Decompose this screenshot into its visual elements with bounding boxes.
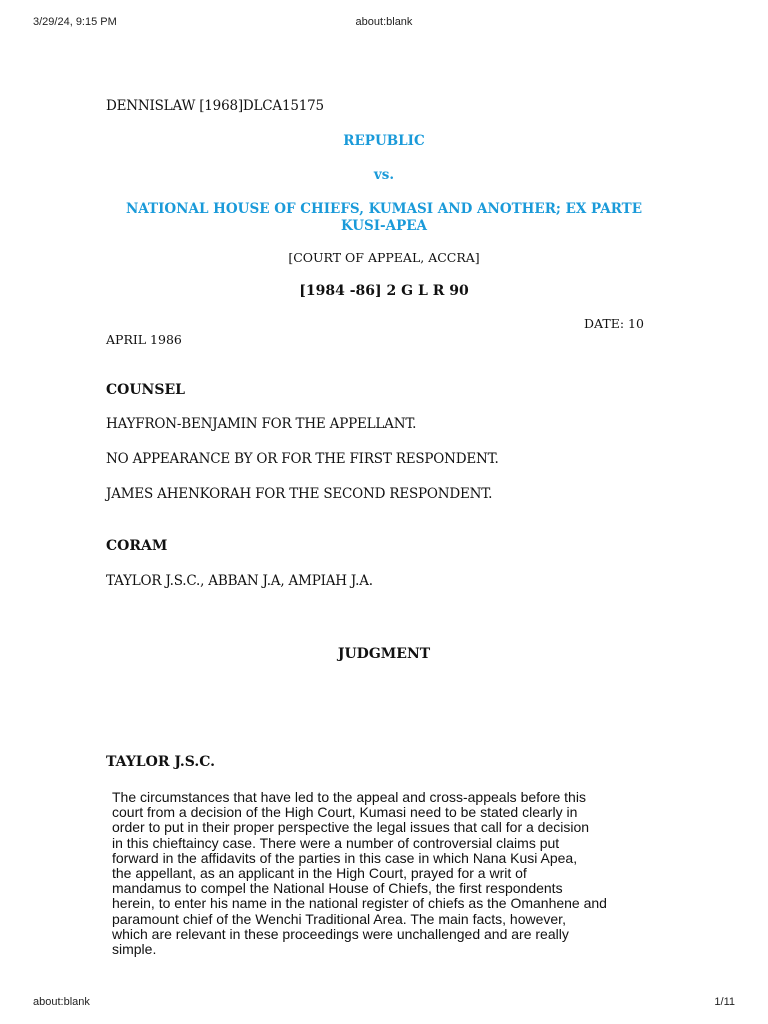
coram-judges: TAYLOR J.S.C., ABBAN J.A, AMPIAH J.A. [106, 573, 373, 589]
print-footer-url: about:blank [33, 996, 90, 1008]
counsel-line: JAMES AHENKORAH FOR THE SECOND RESPONDENT. [106, 486, 493, 502]
law-report-citation: [1984 -86] 2 G L R 90 [299, 283, 469, 299]
paragraph-line: the appellant, as an applicant in the High Court, prayed for a writ of [112, 865, 527, 882]
judgment-heading: JUDGMENT [337, 646, 431, 662]
party-two-line-2: KUSI-APEA [340, 218, 428, 234]
versus: vs. [373, 167, 395, 183]
paragraph-line: The circumstances that have led to the appeal and cross-appeals before this [112, 789, 586, 805]
judge-name: TAYLOR J.S.C. [106, 754, 216, 770]
counsel-line: HAYFRON-BENJAMIN FOR THE APPELLANT. [106, 416, 417, 432]
paragraph-line: in this chieftaincy case. There were a number of controversial claims put [112, 834, 560, 851]
paragraph-line: which are relevant in these proceedings were unchallenged and are really [112, 925, 569, 942]
paragraph-line: mandamus to compel the National House of Chiefs, the first respondents [112, 880, 563, 897]
paragraph-line: court from a decision of the High Court, Kumasi need to be stated clearly in [112, 804, 578, 821]
party-one: REPUBLIC [343, 133, 425, 149]
paragraph-line: order to put in their proper perspective the legal issues that call for a decision [112, 819, 590, 836]
paragraph-line: herein, to enter his name in the national register of chiefs as the Omanhene and [112, 895, 607, 912]
judgment-paragraph [112, 790, 660, 957]
coram-heading: CORAM [106, 538, 168, 554]
paragraph-line: forward in the affidavits of the parties in this case in which Nana Kusi Apea, [112, 849, 578, 866]
print-header-title: about:blank [355, 16, 413, 28]
court-name: [COURT OF APPEAL, ACCRA] [288, 250, 480, 265]
counsel-heading: COUNSEL [106, 382, 185, 398]
print-header-datetime: 3/29/24, 9:15 PM [33, 16, 117, 28]
citation: DENNISLAW [1968]DLCA15175 [106, 98, 324, 114]
paragraph-line: paramount chief of the Wenchi Traditional Area. The main facts, however, [112, 910, 566, 927]
paragraph-line: simple. [112, 941, 157, 958]
date-month-year: APRIL 1986 [106, 332, 182, 347]
print-footer-page-number: 1/11 [714, 996, 735, 1008]
counsel-line: NO APPEARANCE BY OR FOR THE FIRST RESPONDENT. [106, 451, 499, 467]
date-label: DATE: 10 [584, 316, 644, 331]
party-two-line-1: NATIONAL HOUSE OF CHIEFS, KUMASI AND ANOTHER; EX PARTE [125, 201, 643, 217]
